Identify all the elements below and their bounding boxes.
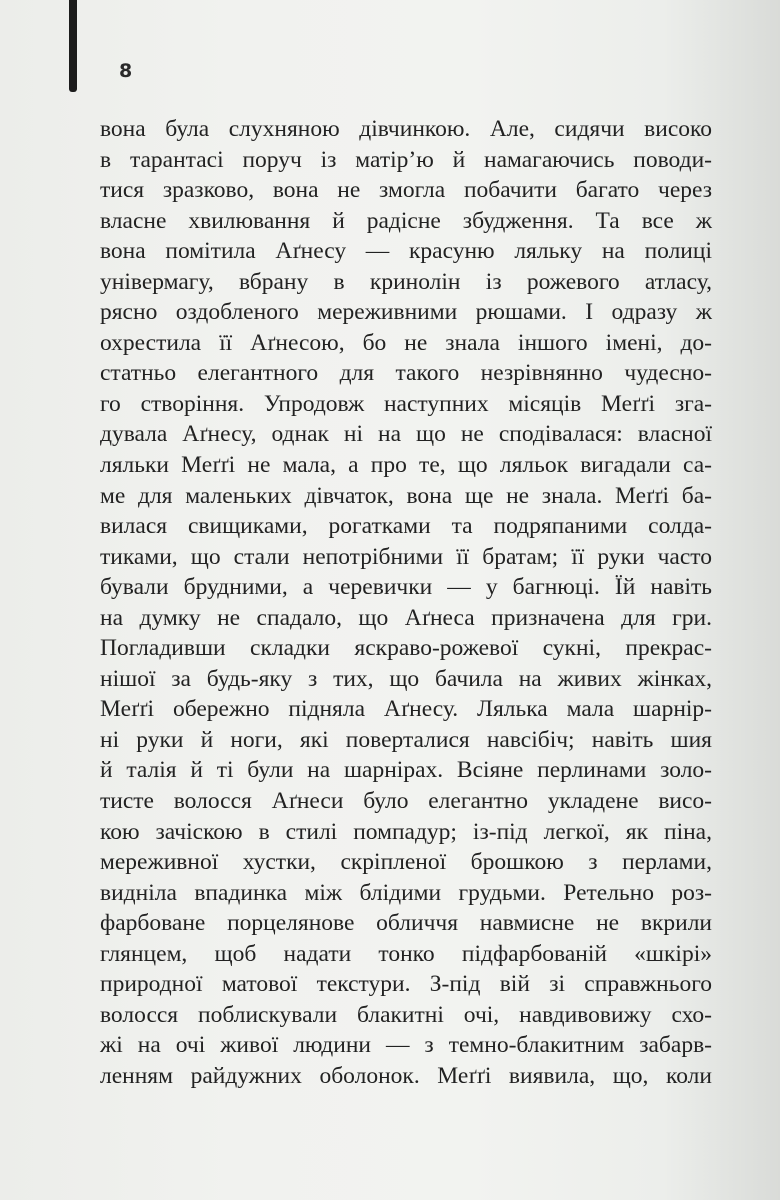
text-line: Меґґі обережно підняла Аґнесу. Лялька мала шарнір- [100, 696, 712, 723]
text-line: тисте волосся Аґнеси було елегантно укладене висо- [100, 788, 712, 815]
text-line: статньо елегантного для такого незрівнянно чудесно- [100, 360, 712, 387]
text-line: ні руки й ноги, які поверталися навсібіч; навіть шия [100, 726, 712, 753]
text-line: в тарантасі поруч із матір’ю й намагаючись поводи- [100, 146, 712, 173]
text-line: фарбоване порцелянове обличчя навмисне не вкрили [100, 910, 712, 937]
body-text [100, 114, 712, 1092]
text-line: кою зачіскою в стилі помпадур; із-під легкої, як піна, [100, 818, 712, 845]
text-line: ляльки Меґґі не мала, а про те, що ляльок вигадали са- [100, 452, 712, 479]
text-line: ме для маленьких дівчаток, вона ще не знала. Меґґі ба- [100, 482, 712, 509]
text-line: вона була слухняною дівчинкою. Але, сидячи високо [100, 116, 712, 142]
text-line: тися зразково, вона не змогла побачити багато через [100, 177, 712, 204]
text-line: мереживної хустки, скріпленої брошкою з перлами, [100, 849, 712, 876]
text-line: глянцем, щоб надати тонко підфарбованій «шкірі» [100, 940, 712, 967]
text-line: вилася свищиками, рогатками та подряпаними солда- [100, 513, 712, 540]
text-line: вона помітила Аґнесу — красуню ляльку на полиці [100, 238, 712, 265]
text-line: волосся поблискували блакитні очі, навдивовижу схо- [100, 1001, 712, 1028]
binding-edge-mark [69, 0, 77, 92]
text-line: бували брудними, а черевички — у багнюці. Їй навіть [100, 574, 712, 601]
text-line: власне хвилювання й радісне збудження. Та все ж [100, 207, 712, 234]
text-line: й талія й ті були на шарнірах. Всіяне перлинами золо- [100, 757, 712, 784]
text-line: на думку не спадало, що Аґнеса призначена для гри. [100, 604, 712, 631]
text-line: природної матової текстури. З-під вій зі справжнього [100, 971, 712, 998]
page-number: 8 [119, 60, 133, 82]
text-line: універмагу, вбрану в кринолін із рожевого атласу, [100, 268, 712, 295]
text-line: виднілa впадинка між блідими грудьми. Ретельно роз- [100, 879, 712, 906]
text-line: тиками, що стали непотрібними її братам; її руки часто [100, 543, 712, 570]
text-line: нішої за будь-яку з тих, що бачила на живих жінках, [100, 665, 712, 692]
text-line: рясно оздобленого мереживними рюшами. І одразу ж [100, 299, 712, 326]
text-line: охрестила її Аґнесою, бо не знала іншого імені, до- [100, 329, 712, 356]
text-line: Погладивши складки яскраво-рожевої сукні, прекрас- [100, 635, 712, 662]
text-line: дувала Аґнесу, однак ні на що не сподівалася: власної [100, 421, 712, 448]
text-line: ленням райдужних оболонок. Меґґі виявила, що, коли [100, 1062, 712, 1089]
text-line: жі на очі живої людини — з темно-блакитним забарв- [100, 1032, 712, 1059]
text-line: го створіння. Упродовж наступних місяців Меґґі зга- [100, 390, 712, 417]
